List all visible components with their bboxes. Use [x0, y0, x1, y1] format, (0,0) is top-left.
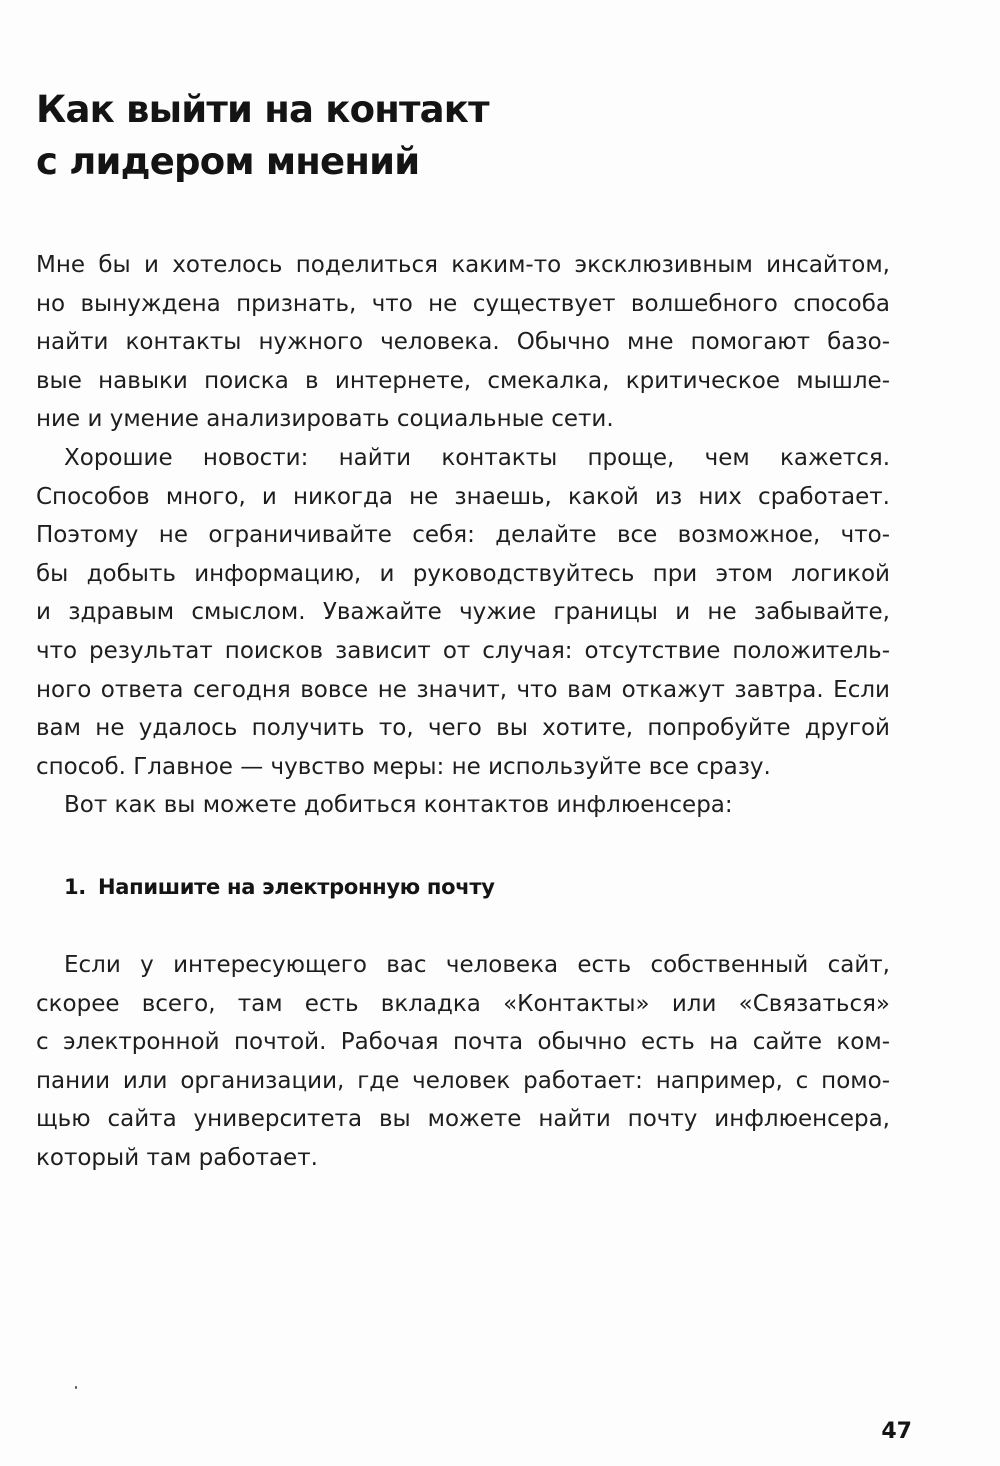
text-line: бы добыть информацию, и руководствуйтесь при этом логикой — [36, 560, 890, 587]
text-line: и здравым смыслом. Уважайте чужие границы и не забывайте, — [36, 599, 890, 626]
chapter-title — [36, 84, 656, 188]
print-speck — [75, 1386, 77, 1389]
text-line: пании или организации, где человек работает: например, с помо- — [36, 1067, 890, 1094]
text-line: Вот как вы можете добиться контактов инфлюенсера: — [64, 792, 733, 819]
page-number: 47 — [881, 1419, 912, 1444]
section-heading — [64, 868, 495, 906]
text-line: который там работает. — [36, 1144, 318, 1171]
text-line: Способов много, и никогда не знаешь, какой из них сработает. — [36, 483, 890, 510]
text-line: ние и умение анализировать социальные сети. — [36, 406, 614, 433]
text-line: вые навыки поиска в интернете, смекалка, критическое мышле- — [36, 367, 890, 394]
email-paragraph — [36, 946, 890, 1178]
intro-paragraph — [36, 246, 890, 439]
text-line: Если у интересующего вас человека есть собственный сайт, — [64, 952, 890, 978]
text-line: с электронной почтой. Рабочая почта обычно есть на сайте ком- — [36, 1029, 890, 1056]
chapter-title-line-1: Как выйти на контакт — [36, 88, 489, 131]
text-line: найти контакты нужного человека. Обычно мне помогают базо- — [36, 329, 890, 356]
text-line: Хорошие новости: найти контакты проще, чем кажется. — [64, 444, 890, 471]
intro-paragraph-block — [36, 246, 890, 825]
text-line: но вынуждена признать, что не существует волшебного способа — [36, 290, 890, 317]
text-line: Поэтому не ограничивайте себя: делайте все возможное, что- — [36, 522, 890, 549]
text-line: щью сайта университета вы можете найти почту инфлюенсера, — [36, 1106, 890, 1133]
section-number: 1. — [64, 875, 86, 899]
text-line: скорее всего, там есть вкладка «Контакты» или «Связаться» — [36, 990, 890, 1017]
text-line: что результат поисков зависит от случая: отсутствие положитель- — [36, 637, 890, 664]
section-heading-text: Напишите на электронную почту — [98, 875, 495, 899]
chapter-title-line-2: с лидером мнений — [36, 140, 420, 183]
text-line: способ. Главное — чувство меры: не используйте все сразу. — [36, 753, 771, 780]
text-line: вам не удалось получить то, чего вы хотите, попробуйте другой — [36, 715, 890, 742]
lead-in-paragraph — [36, 786, 890, 825]
email-paragraph-block — [36, 946, 890, 1178]
news-paragraph — [36, 439, 890, 786]
text-line: ного ответа сегодня вовсе не значит, что вам откажут завтра. Если — [36, 676, 890, 703]
text-line: Мне бы и хотелось поделиться каким-то эксклюзивным инсайтом, — [36, 252, 890, 278]
